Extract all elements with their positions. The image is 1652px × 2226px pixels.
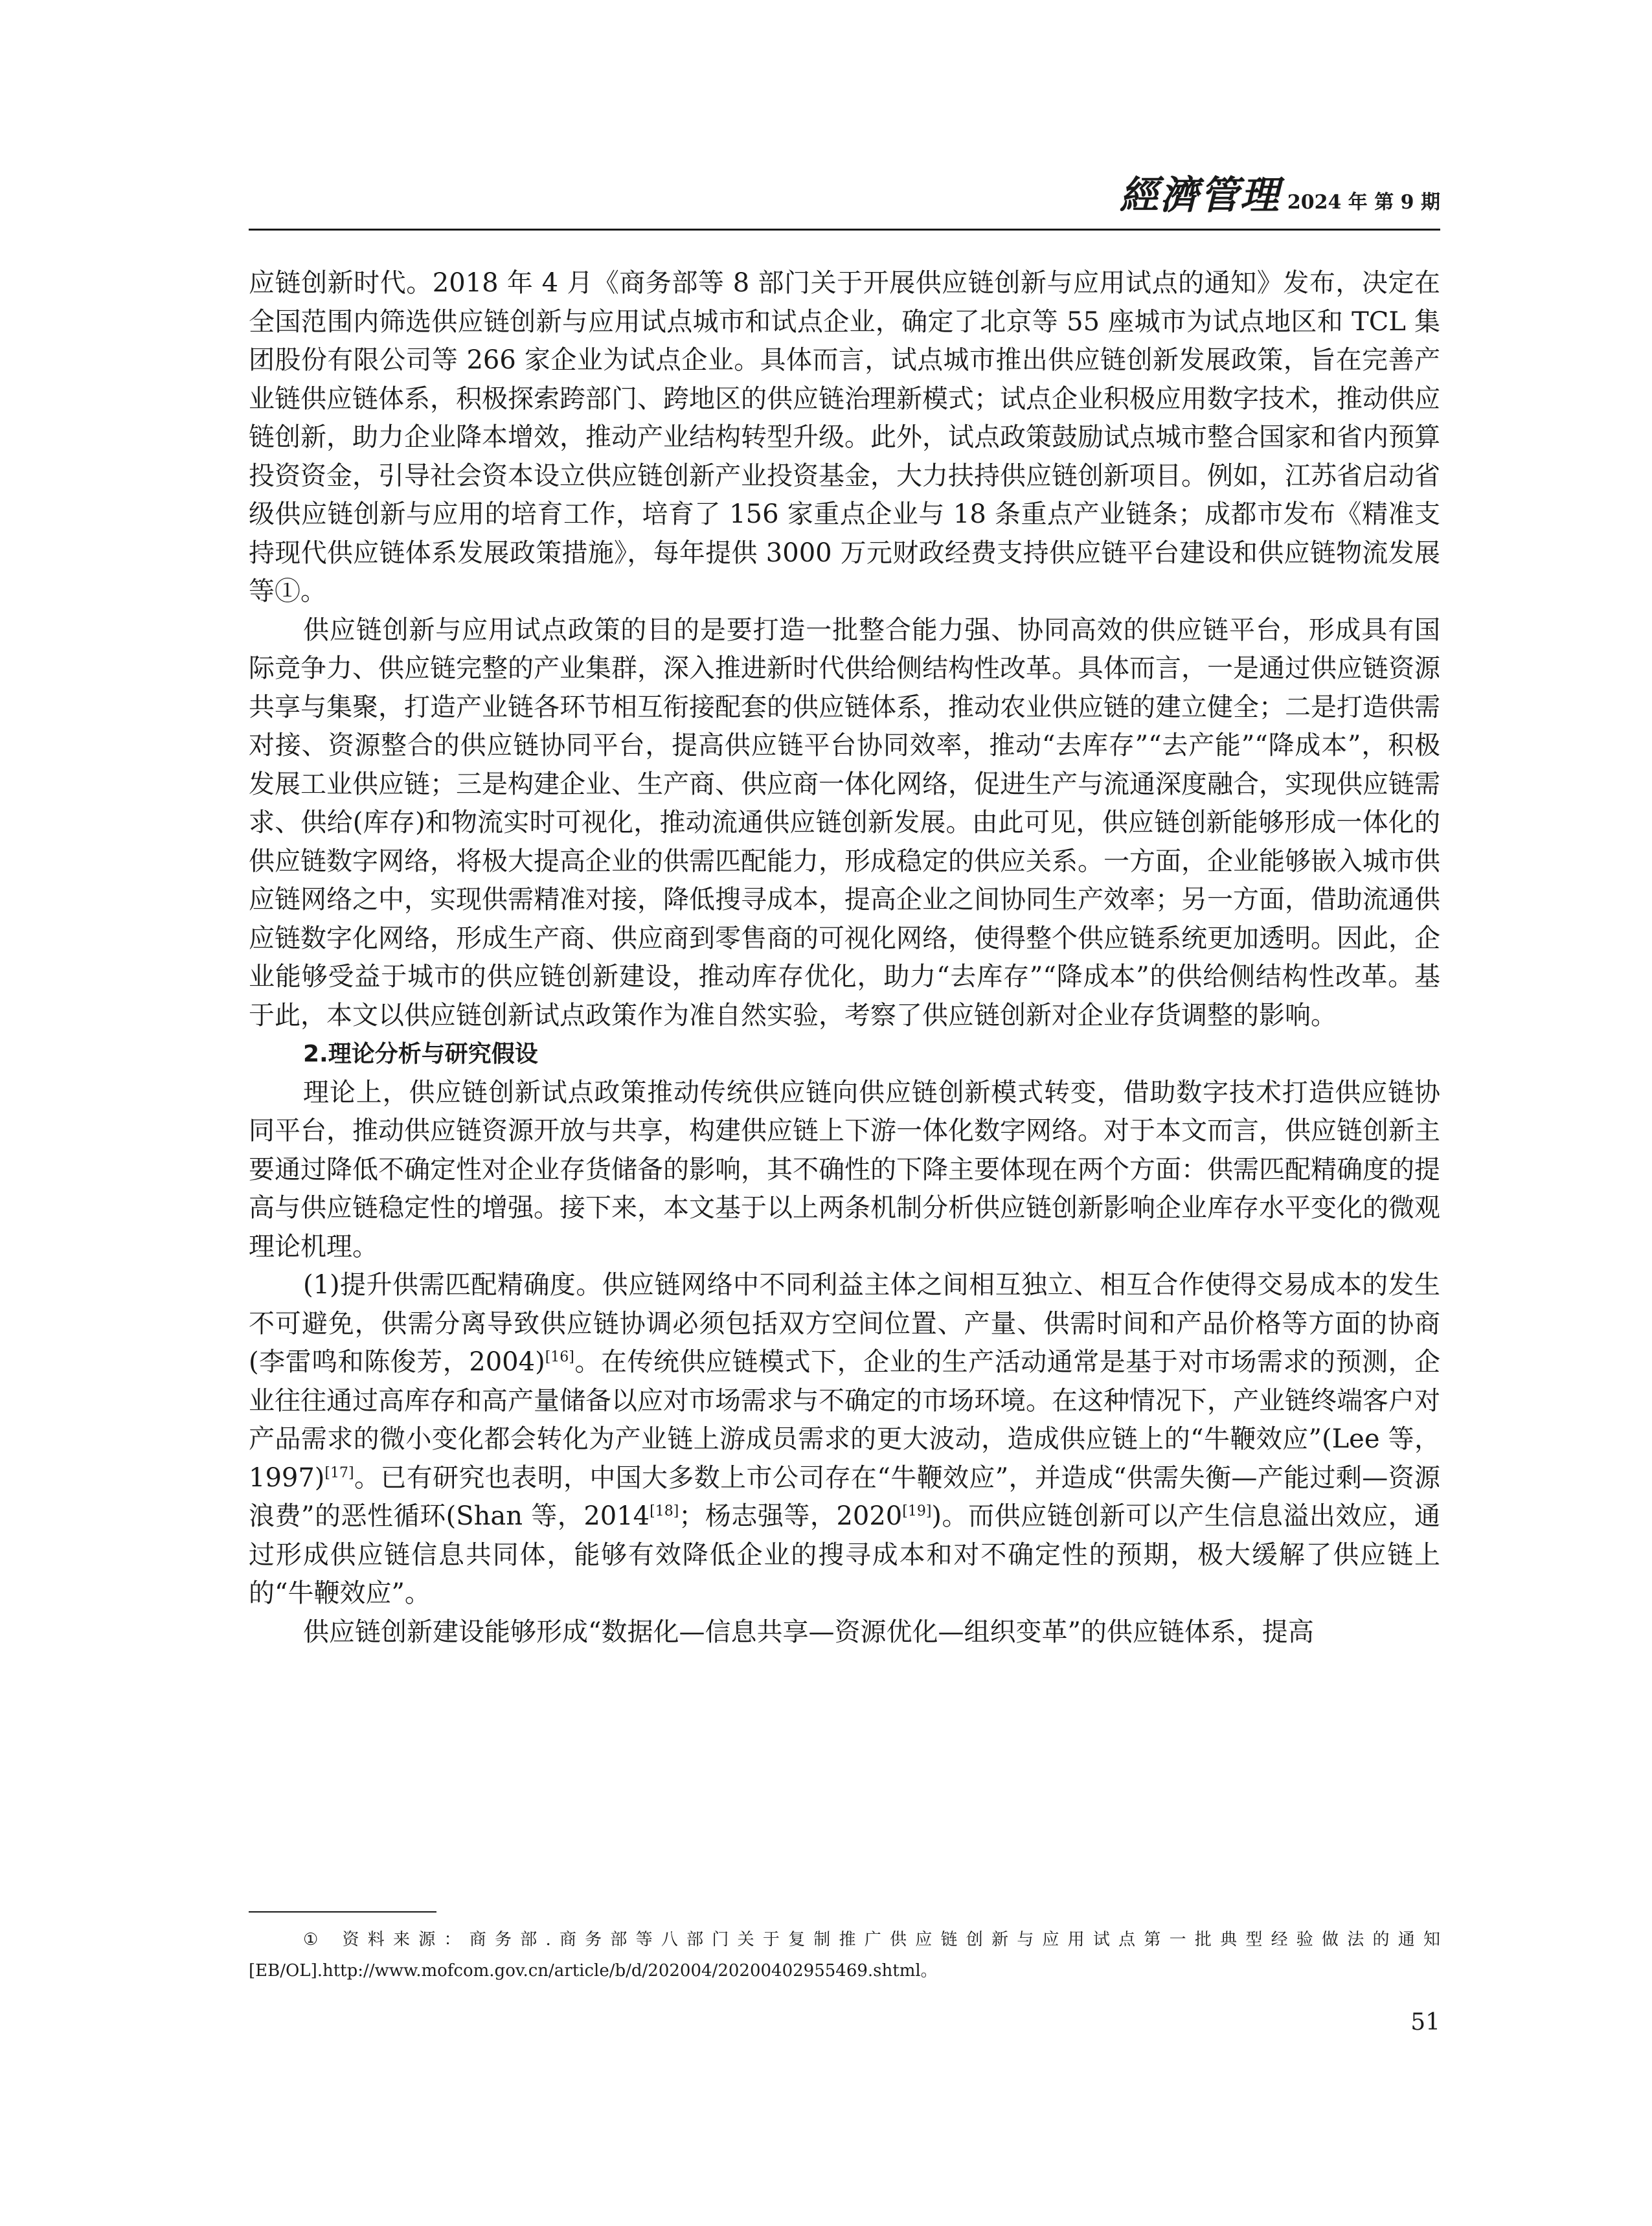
paragraph-1: 应链创新时代。2018 年 4 月《商务部等 8 部门关于开展供应链创新与应用试点的通知》发布，决定在全国范围内筛选供应链创新与应用试点城市和试点企业，确定了北京等 55 座城市为试点地区和 TCL 集团股份有限公司等 266 家企业为试点企业。具体而言，试点城市推出供应链创新发展政策，旨在完善产业链供应链体系，积极探索跨部门、跨地区的供应链治理新模式；试点企业积极应用数字技术，推动供应链创新，助力企业降本增效，推动产业结构转型升级。此外，试点政策鼓励试点城市整合国家和省内预算投资资金，引导社会资本设立供应链创新产业投资基金，大力扶持供应链创新项目。例如，江苏省启动省级供应链创新与应用的培育工作，培育了 156 家重点企业与 18 条重点产业链条；成都市发布《精准支持现代供应链体系发展政策措施》，每年提供 3000 万元财政经费支持供应链平台建设和供应链物流发展等①。 xyxy=(249,268,1440,606)
paragraph-4-part-d: ；杨志强等，2020 xyxy=(679,1501,903,1531)
paragraph-4-part-a: (1)提升供需匹配精确度。供应链网络中不同利益主体之间相互独立、相互合作使得交易成本的发生不可避免，供需分离导致供应链协调必须包括双方空间位置、产量、供需时间和产品价格等方面的协商(李雷鸣和陈俊芳，2004) xyxy=(249,1270,1440,1377)
footnote-text: 资料来源：商务部.商务部等八部门关于复制推广供应链创新与应用试点第一批典型经验做法的通知[EB/OL].http://www.mofcom.gov.cn/article/b/d/202004/20200402955469.shtml。 xyxy=(249,1930,1440,1981)
header-text xyxy=(1120,165,1440,220)
footnote-rule xyxy=(249,1911,436,1913)
paragraph-2: 供应链创新与应用试点政策的目的是要打造一批整合能力强、协同高效的供应链平台，形成具有国际竞争力、供应链完整的产业集群，深入推进新时代供给侧结构性改革。具体而言，一是通过供应链资源共享与集聚，打造产业链各环节相互衔接配套的供应链体系，推动农业供应链的建立健全；二是打造供需对接、资源整合的供应链协同平台，提高供应链平台协同效率，推动“去库存”“去产能”“降成本”，积极发展工业供应链；三是构建企业、生产商、供应商一体化网络，促进生产与流通深度融合，实现供应链需求、供给(库存)和物流实时可视化，推动流通供应链创新发展。由此可见，供应链创新能够形成一体化的供应链数字网络，将极大提高企业的供需匹配能力，形成稳定的供应关系。一方面，企业能够嵌入城市供应链网络之中，实现供需精准对接，降低搜寻成本，提高企业之间协同生产效率；另一方面，借助流通供应链数字化网络，形成生产商、供应商到零售商的可视化网络，使得整个供应链系统更加透明。因此，企业能够受益于城市的供应链创新建设，推动库存优化，助力“去库存”“降成本”的供给侧结构性改革。基于此，本文以供应链创新试点政策作为准自然实验，考察了供应链创新对企业存货调整的影响。 xyxy=(249,615,1440,1030)
article-body xyxy=(249,264,1440,1652)
citation-16: [16] xyxy=(545,1349,574,1365)
journal-name: 經濟管理 xyxy=(1119,173,1280,218)
running-header xyxy=(249,173,1440,231)
paragraph-5: 供应链创新建设能够形成“数据化—信息共享—资源优化—组织变革”的供应链体系，提高 xyxy=(303,1617,1314,1647)
citation-18: [18] xyxy=(650,1503,679,1519)
page-number: 51 xyxy=(1410,2009,1440,2036)
paragraph-4-part-e: )。而供应链创新可以产生信息溢出效应，通过形成供应链信息共同体，能够有效降低企业的搜寻成本和对不确定性的预期，极大缓解了供应链上的“牛鞭效应”。 xyxy=(249,1501,1441,1608)
issue-info: 2024 年 第 9 期 xyxy=(1287,191,1440,214)
paragraph-4-part-c: 。已有研究也表明，中国大多数上市公司存在“牛鞭效应”，并造成“供需失衡—产能过剩—资源浪费”的恶性循环(Shan 等，2014 xyxy=(249,1462,1440,1531)
header-rule xyxy=(249,229,1440,231)
paragraph-4 xyxy=(249,1266,1440,1613)
paragraph-4-part-b: 。在传统供应链模式下，企业的生产活动通常是基于对市场需求的预测，企业往往通过高库存和高产量储备以应对市场需求与不确定的市场环境。在这种情况下，产业链终端客户对产品需求的微小变化都会转化为产业链上游成员需求的更大波动，造成供应链上的“牛鞭效应”(Lee 等，1997) xyxy=(249,1347,1440,1493)
paragraph-3: 理论上，供应链创新试点政策推动传统供应链向供应链创新模式转变，借助数字技术打造供应链协同平台，推动供应链资源开放与共享，构建供应链上下游一体化数字网络。对于本文而言，供应链创新主要通过降低不确定性对企业存货储备的影响，其不确性的下降主要体现在两个方面：供需匹配精确度的提高与供应链稳定性的增强。接下来，本文基于以上两条机制分析供应链创新影响企业库存水平变化的微观理论机理。 xyxy=(249,1077,1440,1262)
citation-19: [19] xyxy=(902,1503,932,1519)
footnote-mark: ① xyxy=(303,1930,327,1949)
footnote xyxy=(249,1924,1440,1986)
citation-17: [17] xyxy=(324,1464,354,1481)
section-heading: 2.理论分析与研究假设 xyxy=(303,1041,538,1067)
